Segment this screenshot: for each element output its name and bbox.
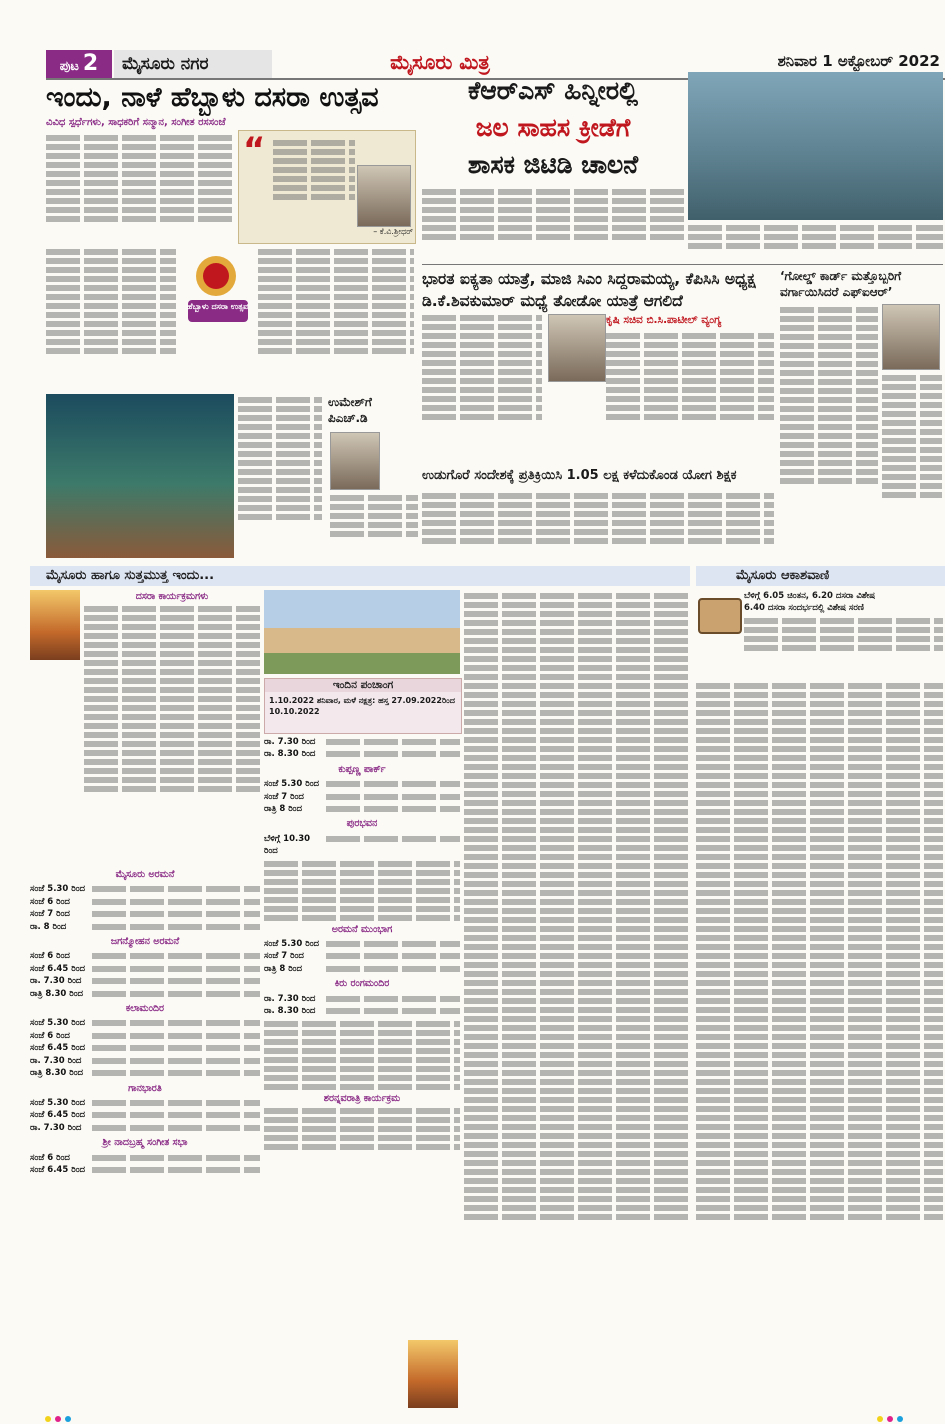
events-col1-head4: ಕಲಾಮಂದಿರ (125, 1003, 165, 1015)
event-time: ಸಂಜೆ 6 ರಿಂದ (30, 951, 70, 962)
event-row (30, 1067, 260, 1079)
event-row (264, 833, 460, 858)
lead-body-col3 (258, 246, 414, 386)
event-time: ಸಂಜೆ 5.30 ರಿಂದ (30, 884, 85, 895)
yoga-headline: ಉಡುಗೊರೆ ಸಂದೇಶಕ್ಕೆ ಪ್ರತಿಕ್ರಿಯಿಸಿ 1.05 ಲಕ್ಷ ಕಳೆದುಕೊಂಡ ಯೋಗ ಶಿಕ್ಷಕ (422, 468, 737, 483)
event-time: ಸಂಜೆ 5.30 ರಿಂದ (264, 939, 319, 950)
dasara-logo-art (180, 250, 255, 330)
yoga-body (422, 490, 774, 560)
event-time: ಸಂಜೆ 6.45 ರಿಂದ (30, 1043, 85, 1054)
event-row (30, 963, 260, 975)
krs-headline-line2: ಜಲ ಸಾಹಸ ಕ್ರೀಡೆಗೆ (475, 113, 631, 142)
event-row (30, 1017, 260, 1029)
date-line: ಶನಿವಾರ 1 ಅಕ್ಟೋಬರ್ 2022 (777, 52, 940, 70)
event-time: ಸಂಜೆ 5.30 ರಿಂದ (30, 1097, 85, 1108)
radio-column (744, 590, 943, 674)
radio-icon (698, 598, 742, 634)
event-time: ಸಂಜೆ 7 ರಿಂದ (264, 951, 304, 962)
phd-portrait (330, 432, 380, 490)
events-col2-head4: ಕಿರು ರಂಗಮಂದಿರ (334, 978, 390, 990)
phd-headline-line2: ಪಿಎಚ್.ಡಿ (328, 411, 368, 425)
event-row (30, 1030, 260, 1042)
events-col2-head1: ಕುಪ್ಪಣ್ಣ ಪಾರ್ಕ್ (338, 763, 386, 775)
events-col2-head5: ಶರನ್ನವರಾತ್ರಿ ಕಾರ್ಯಕ್ರಮ (323, 1092, 401, 1104)
goddess-image (408, 1340, 458, 1408)
lead-headline: ಇಂದು, ನಾಳೆ ಹೆಬ್ಬಾಳು ದಸರಾ ಉತ್ಸವ (46, 82, 379, 113)
phd-headline (328, 394, 418, 426)
page-number: 2 (82, 51, 99, 76)
page-number-badge (46, 50, 112, 78)
event-row (30, 950, 260, 962)
event-time: ಸಂಜೆ 6 ರಿಂದ (30, 896, 70, 907)
event-time: ಸಂಜೆ 6 ರಿಂದ (30, 1030, 70, 1041)
event-row (264, 1005, 460, 1017)
event-row (30, 908, 260, 920)
yatra-headline: ಭಾರತ ಐಕ್ಯತಾ ಯಾತ್ರೆ, ಮಾಜಿ ಸಿಎಂ ಸಿದ್ದರಾಮಯ್ಯ, ಕೆಪಿಸಿಸಿ ಅಧ್ಯಕ್ಷ ಡಿ.ಕೆ.ಶಿವಕುಮಾರ್ ಮಧ್ಯೆ ತೋಡೋ ಯಾತ್ರೆ ಆಗಲಿದೆ (422, 270, 756, 310)
event-time: ರಾತ್ರಿ 8.30 ರಿಂದ (30, 1068, 83, 1079)
events-col1-head1: ದಸರಾ ಕಾರ್ಯಕ್ರಮಗಳು (135, 591, 209, 602)
event-time: ರಾ. 7.30 ರಿಂದ (264, 993, 316, 1004)
events-col1-lower (30, 866, 260, 1412)
krs-body-right (688, 222, 943, 262)
quote-text (273, 137, 355, 225)
event-row (30, 1152, 260, 1164)
radio-line1: ಬೆಳಿಗ್ಗೆ 6.05 ಚಿಂತನ, 6.20 ದಸರಾ ವಿಶೇಷ (744, 591, 876, 601)
event-time: ರಾತ್ರಿ 8.30 ರಿಂದ (30, 988, 83, 999)
events-band: ಮೈಸೂರು ಹಾಗೂ ಸುತ್ತಮುತ್ತ ಇಂದು... (30, 566, 690, 586)
phd-headline-line1: ಉಮೇಶ್‌ಗೆ (328, 395, 372, 409)
krs-boat-photo (688, 72, 943, 220)
event-row (264, 993, 460, 1005)
krs-headline-line3: ಶಾಸಕ ಜಿಟಿಡಿ ಚಾಲನೆ (467, 150, 639, 179)
deity-image (30, 590, 80, 660)
event-row (30, 1164, 260, 1176)
dasara-logo-text: ಹೆಬ್ಬಾಳು ದಸರಾ ಉತ್ಸವ (186, 302, 249, 311)
event-row (30, 921, 260, 933)
event-time: ರಾ. 7.30 ರಿಂದ (264, 737, 316, 747)
event-row (30, 896, 260, 908)
side-portrait (882, 304, 940, 370)
event-row (264, 778, 460, 790)
event-row (264, 736, 460, 748)
krs-rule (422, 264, 943, 265)
panchang-line: 1.10.2022 ಶನಿವಾರ, ಮಳೆ ನಕ್ಷತ್ರ: ಹಸ್ತ 27.09.2022ರಿಂದ 10.10.2022 (269, 696, 455, 716)
quote-portrait (357, 165, 411, 227)
phd-body (330, 492, 418, 558)
event-row (264, 803, 460, 815)
event-time: ರಾ. 7.30 ರಿಂದ (30, 1055, 82, 1066)
side-headline: ‘ಗೋಲ್ಡ್ ಕಾರ್ಡ್ ಮತ್ತೊಬ್ಬರಿಗೆ ವರ್ಗಾಯಿಸಿದರೆ ಎಫ್‌ಐಆರ್’ (780, 269, 902, 299)
events-col2 (264, 736, 460, 1412)
event-time: ರಾ. 8.30 ರಿಂದ (264, 749, 316, 760)
event-time: ರಾ. 7.30 ರಿಂದ (30, 1122, 82, 1133)
event-row (264, 950, 460, 962)
event-time: ಸಂಜೆ 5.30 ರಿಂದ (264, 779, 319, 790)
yatra-quote-tag: ಕೃಷಿ ಸಚಿವ ಬಿ.ಸಿ.ಪಾಟೀಲ್ ವ್ಯಂಗ್ಯ (606, 314, 722, 326)
event-time: ರಾ. 7.30 ರಿಂದ (30, 976, 82, 987)
event-time: ಸಂಜೆ 6.45 ರಿಂದ (30, 963, 85, 974)
masthead: ಮೈಸೂರು ಮಿತ್ರ (390, 50, 490, 74)
event-time: ರಾತ್ರಿ 8 ರಿಂದ (264, 963, 302, 974)
lead-body-col2 (46, 246, 176, 386)
stage-performance-photo (46, 394, 234, 558)
events-col4 (696, 680, 943, 1412)
event-time: ರಾ. 8 ರಿಂದ (30, 921, 67, 932)
event-time: ಸಂಜೆ 6.45 ರಿಂದ (30, 1110, 85, 1121)
events-col1-head5: ಗಾನಭಾರತಿ (128, 1082, 162, 1094)
event-row (30, 975, 260, 987)
radio-band: ಮೈಸೂರು ಆಕಾಶವಾಣಿ (696, 566, 945, 586)
event-row (30, 1055, 260, 1067)
page-label: ಪುಟ (59, 59, 79, 74)
lead-subheadline: ವಿವಿಧ ಸ್ಪರ್ಧೆಗಳು, ಸಾಧಕರಿಗೆ ಸನ್ಮಾನ, ಸಂಗೀತ ರಸಸಂಜೆ (46, 117, 226, 128)
event-time: ಸಂಜೆ 5.30 ರಿಂದ (30, 1018, 85, 1029)
events-col1-head6: ಶ್ರೀ ನಾದಬ್ರಹ್ಮ ಸಂಗೀತ ಸಭಾ (102, 1137, 188, 1149)
event-time: ಸಂಜೆ 7 ರಿಂದ (30, 909, 70, 920)
section-title: ಮೈಸೂರು ನಗರ (114, 50, 272, 78)
event-row (30, 883, 260, 895)
panchang-title: ಇಂದಿನ ಪಂಚಾಂಗ (265, 679, 461, 692)
event-row (30, 988, 260, 1000)
event-time: ಸಂಜೆ 6.45 ರಿಂದ (30, 1164, 85, 1175)
krs-headline-line1: ಕೆಆರ್‌ಎಸ್ ಹಿನ್ನೀರಲ್ಲಿ (468, 76, 638, 105)
side-body-2 (882, 372, 942, 560)
yatra-body-col1 (422, 312, 542, 462)
print-registration-dots (0, 1414, 945, 1424)
event-time: ಬೆಳಿಗ್ಗೆ 10.30 ರಿಂದ (264, 833, 311, 857)
events-col3 (464, 590, 690, 1412)
krs-headline (422, 72, 684, 183)
minister-portrait (548, 314, 606, 382)
radio-line2: 6.40 ದಸರಾ ಸಂದರ್ಭದಲ್ಲಿ ವಿಶೇಷ ಸರಣಿ (744, 603, 864, 614)
quote-caption: – ಕೆ.ವಿ.ಶ್ರೀಧರ್ (373, 227, 413, 236)
event-row (30, 1109, 260, 1121)
quote-mark-icon: “ (243, 130, 266, 170)
print-registration-bar (0, 0, 945, 44)
event-row (30, 1122, 260, 1134)
event-row (264, 748, 460, 760)
side-body (780, 304, 878, 560)
events-col2-head3: ಅರಮನೆ ಮುಂಭಾಗ (331, 923, 393, 935)
lead-quote-box (238, 130, 416, 244)
lead-body-col1 (46, 132, 236, 244)
event-time: ರಾತ್ರಿ 8 ರಿಂದ (264, 804, 302, 815)
events-col1-head2: ಮೈಸೂರು ಅರಮನೆ (115, 869, 175, 880)
events-col1 (84, 588, 260, 860)
events-col1-head3: ಜಗನ್ಮೋಹನ ಅರಮನೆ (110, 936, 180, 948)
stage-photo-caption (238, 394, 322, 558)
palace-image (264, 590, 460, 674)
event-row (264, 938, 460, 950)
events-col2-head2: ಪುರಭವನ (346, 818, 378, 830)
event-row (264, 963, 460, 975)
event-row (30, 1097, 260, 1109)
event-time: ರಾ. 8.30 ರಿಂದ (264, 1006, 316, 1017)
event-row (264, 791, 460, 803)
event-time: ಸಂಜೆ 6 ರಿಂದ (30, 1152, 70, 1163)
krs-body (422, 186, 684, 262)
event-row (30, 1042, 260, 1054)
dasara-logo (180, 250, 255, 330)
yatra-body-col2 (606, 330, 774, 462)
panchang-box (264, 678, 462, 734)
event-time: ಸಂಜೆ 7 ರಿಂದ (264, 791, 304, 802)
